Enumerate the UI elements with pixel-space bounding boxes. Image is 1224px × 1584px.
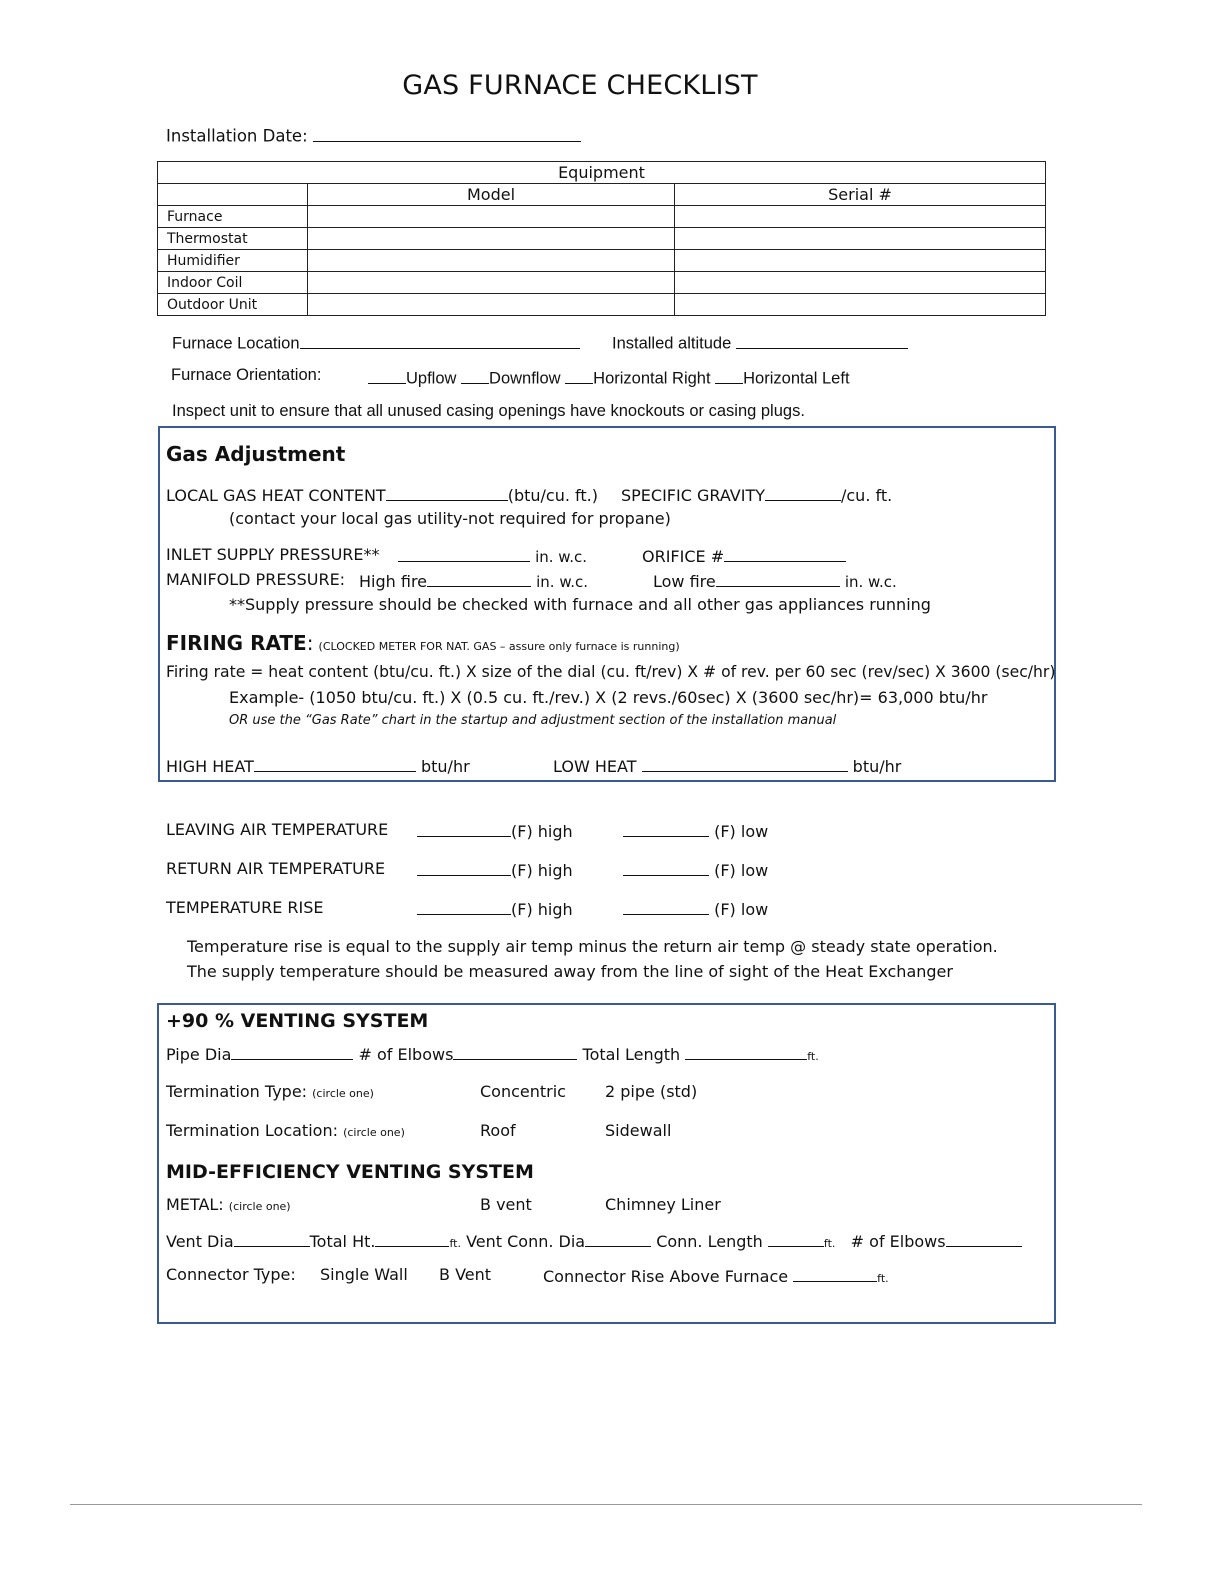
vent-dia-field[interactable] bbox=[234, 1230, 310, 1247]
total-ht-field[interactable] bbox=[375, 1230, 449, 1247]
row-label: Indoor Coil bbox=[158, 272, 308, 294]
total-ht-label: Total Ht. bbox=[309, 1232, 376, 1251]
option-b-vent[interactable]: B vent bbox=[480, 1195, 532, 1214]
temp-rise-high bbox=[417, 898, 573, 919]
inlet-supply-field[interactable] bbox=[398, 545, 530, 562]
metal-circle: (circle one) bbox=[228, 1200, 291, 1213]
connector-type-label: Connector Type: bbox=[166, 1265, 296, 1284]
firing-rate-colon: : bbox=[306, 631, 314, 655]
firing-rate-example: Example- (1050 btu/cu. ft.) X (0.5 cu. ft./rev.) X (2 revs./60sec) X (3600 sec/hr)= 63,000 btu/hr bbox=[229, 688, 988, 707]
installed-altitude-field[interactable] bbox=[736, 331, 908, 349]
return-high-unit: (F) high bbox=[511, 861, 573, 880]
horizontal-right-label: Horizontal Right bbox=[593, 369, 711, 388]
low-fire-field[interactable] bbox=[716, 570, 840, 587]
rise-low-unit: (F) low bbox=[714, 900, 769, 919]
footer-divider bbox=[70, 1504, 1142, 1505]
furnace-location-field[interactable] bbox=[300, 331, 580, 349]
metal-label: METAL: bbox=[166, 1195, 224, 1214]
return-low-unit: (F) low bbox=[714, 861, 769, 880]
total-length-field[interactable] bbox=[685, 1043, 807, 1060]
return-high-field[interactable] bbox=[417, 859, 511, 876]
firing-rate-note: (CLOCKED METER FOR NAT. GAS – assure only furnace is running) bbox=[318, 640, 680, 653]
leaving-air-low bbox=[623, 820, 768, 841]
termination-location-label: Termination Location: bbox=[166, 1121, 338, 1140]
temp-rise-low bbox=[623, 898, 768, 919]
page-title: GAS FURNACE CHECKLIST bbox=[402, 70, 758, 101]
orifice-row bbox=[642, 545, 846, 566]
equipment-header: Equipment bbox=[158, 162, 1046, 184]
high-heat-label: HIGH HEAT bbox=[166, 757, 254, 776]
num-elbows-field[interactable] bbox=[453, 1043, 577, 1060]
temp-rise-label: TEMPERATURE RISE bbox=[166, 898, 324, 917]
specific-gravity-field[interactable] bbox=[765, 484, 841, 501]
installed-altitude-label: Installed altitude bbox=[612, 334, 732, 353]
conn-length-field[interactable] bbox=[768, 1230, 824, 1247]
furnace-location-row bbox=[172, 331, 580, 354]
gas-rate-chart-note: OR use the “Gas Rate” chart in the startup and adjustment section of the installation manual bbox=[229, 713, 837, 728]
elbows-field[interactable] bbox=[946, 1230, 1022, 1247]
low-heat-unit: btu/hr bbox=[852, 757, 902, 776]
connector-rise-field[interactable] bbox=[793, 1265, 877, 1282]
installation-date-label: Installation Date: bbox=[166, 126, 308, 146]
table-row bbox=[158, 250, 1046, 272]
table-row bbox=[158, 294, 1046, 316]
firing-rate-formula: Firing rate = heat content (btu/cu. ft.) X size of the dial (cu. ft/rev) X # of rev. per 60 sec (rev/sec) X 3600 (sec/hr) bbox=[166, 663, 1056, 681]
model-cell[interactable] bbox=[308, 206, 675, 228]
total-length-label: Total Length bbox=[582, 1045, 681, 1064]
low-heat-row bbox=[553, 755, 901, 776]
pipe-dia-label: Pipe Dia bbox=[166, 1045, 232, 1064]
horizontal-right-check[interactable] bbox=[565, 366, 593, 384]
termination-type-label: Termination Type: bbox=[166, 1082, 308, 1101]
leaving-air-high bbox=[417, 820, 573, 841]
firing-rate-heading: FIRING RATE bbox=[166, 631, 307, 655]
model-cell[interactable] bbox=[308, 294, 675, 316]
specific-gravity-unit: /cu. ft. bbox=[840, 486, 893, 505]
temp-rise-note-2: The supply temperature should be measured away from the line of sight of the Heat Exchanger bbox=[187, 962, 953, 981]
conn-length-label: Conn. Length bbox=[656, 1232, 763, 1251]
inlet-supply-label: INLET SUPPLY PRESSURE** bbox=[166, 545, 380, 564]
termination-location-circle: (circle one) bbox=[343, 1126, 405, 1139]
orifice-field[interactable] bbox=[724, 545, 846, 562]
manifold-label: MANIFOLD PRESSURE: bbox=[166, 570, 346, 589]
leaving-low-unit: (F) low bbox=[714, 822, 769, 841]
high-heat-unit: btu/hr bbox=[420, 757, 470, 776]
serial-cell[interactable] bbox=[675, 294, 1046, 316]
upflow-check[interactable] bbox=[368, 366, 406, 384]
serial-cell[interactable] bbox=[675, 272, 1046, 294]
option-roof[interactable]: Roof bbox=[480, 1121, 516, 1140]
return-air-low bbox=[623, 859, 768, 880]
leaving-high-field[interactable] bbox=[417, 820, 511, 837]
low-fire-label: Low fire bbox=[653, 572, 716, 591]
return-air-high bbox=[417, 859, 573, 880]
upflow-label: Upflow bbox=[406, 369, 457, 388]
inlet-supply-unit: in. w.c. bbox=[535, 548, 587, 566]
orientation-label: Furnace Orientation: bbox=[171, 366, 322, 384]
high-heat-field[interactable] bbox=[254, 755, 416, 772]
row-label: Furnace bbox=[158, 206, 308, 228]
inspect-note: Inspect unit to ensure that all unused casing openings have knockouts or casing plugs. bbox=[172, 402, 805, 420]
orifice-label: ORIFICE # bbox=[642, 547, 725, 566]
low-heat-field[interactable] bbox=[642, 755, 848, 772]
elbows-label: # of Elbows bbox=[850, 1232, 946, 1251]
low-fire-unit: in. w.c. bbox=[844, 573, 897, 591]
row-label: Thermostat bbox=[158, 228, 308, 250]
rise-high-unit: (F) high bbox=[511, 900, 573, 919]
termination-type-circle: (circle one) bbox=[312, 1087, 374, 1100]
return-air-label: RETURN AIR TEMPERATURE bbox=[166, 859, 386, 878]
conn-length-unit: ft. bbox=[823, 1237, 836, 1250]
firing-rate-row bbox=[166, 631, 680, 655]
rise-low-field[interactable] bbox=[623, 898, 709, 915]
high-fire-unit: in. w.c. bbox=[536, 573, 588, 591]
installation-date-field[interactable] bbox=[313, 124, 581, 142]
col-serial: Serial # bbox=[675, 184, 1046, 206]
high-fire-label: High fire bbox=[359, 572, 428, 591]
serial-cell[interactable] bbox=[675, 206, 1046, 228]
altitude-row bbox=[612, 331, 908, 354]
option-sidewall[interactable]: Sidewall bbox=[605, 1121, 672, 1140]
supply-pressure-note: **Supply pressure should be checked with furnace and all other gas appliances running bbox=[229, 595, 931, 614]
local-gas-label: LOCAL GAS HEAT CONTENT bbox=[166, 486, 386, 505]
table-row bbox=[158, 272, 1046, 294]
termination-location-row bbox=[166, 1121, 405, 1140]
specific-gravity-row bbox=[621, 484, 892, 505]
row-label: Outdoor Unit bbox=[158, 294, 308, 316]
downflow-check[interactable] bbox=[461, 366, 489, 384]
table-row bbox=[158, 228, 1046, 250]
total-length-unit: ft. bbox=[807, 1050, 819, 1063]
num-elbows-label: # of Elbows bbox=[358, 1045, 454, 1064]
table-row bbox=[158, 206, 1046, 228]
contact-note: (contact your local gas utility-not required for propane) bbox=[229, 509, 671, 528]
col-model: Model bbox=[308, 184, 675, 206]
horizontal-left-check[interactable] bbox=[715, 366, 743, 384]
high-fire-row bbox=[359, 570, 588, 591]
option-two-pipe[interactable]: 2 pipe (std) bbox=[605, 1082, 698, 1101]
pipe-dia-row bbox=[166, 1043, 819, 1064]
pipe-dia-field[interactable] bbox=[231, 1043, 353, 1060]
local-gas-unit: (btu/cu. ft.) bbox=[507, 486, 598, 505]
leaving-air-label: LEAVING AIR TEMPERATURE bbox=[166, 820, 389, 839]
gas-adjustment-heading: Gas Adjustment bbox=[166, 442, 346, 466]
row-label: Humidifier bbox=[158, 250, 308, 272]
low-fire-row bbox=[653, 570, 897, 591]
option-concentric[interactable]: Concentric bbox=[480, 1082, 566, 1101]
installation-date-row bbox=[166, 124, 581, 146]
horizontal-left-label: Horizontal Left bbox=[743, 369, 850, 388]
connector-rise-label: Connector Rise Above Furnace bbox=[543, 1267, 789, 1286]
connector-rise-unit: ft. bbox=[877, 1272, 889, 1285]
option-b-vent-connector[interactable]: B Vent bbox=[439, 1265, 492, 1284]
vent-conn-dia-label: Vent Conn. Dia bbox=[466, 1232, 586, 1251]
local-gas-row bbox=[166, 484, 598, 505]
total-ht-unit: ft. bbox=[449, 1237, 461, 1250]
equipment-corner bbox=[158, 184, 308, 206]
low-heat-label: LOW HEAT bbox=[553, 757, 637, 776]
serial-cell[interactable] bbox=[675, 250, 1046, 272]
downflow-label: Downflow bbox=[489, 369, 561, 388]
connector-rise-row bbox=[543, 1265, 889, 1286]
vent-conn-dia-field[interactable] bbox=[585, 1230, 651, 1247]
equipment-table bbox=[157, 161, 1046, 316]
vent-dimensions-row bbox=[166, 1230, 1022, 1251]
inlet-supply-row bbox=[398, 545, 587, 566]
option-single-wall[interactable]: Single Wall bbox=[320, 1265, 408, 1284]
specific-gravity-label: SPECIFIC GRAVITY bbox=[621, 486, 765, 505]
model-cell[interactable] bbox=[308, 250, 675, 272]
high-fire-field[interactable] bbox=[427, 570, 531, 587]
leaving-high-unit: (F) high bbox=[511, 822, 573, 841]
termination-type-row bbox=[166, 1082, 374, 1101]
temp-rise-note-1: Temperature rise is equal to the supply air temp minus the return air temp @ steady state operation. bbox=[187, 937, 998, 956]
model-cell[interactable] bbox=[308, 228, 675, 250]
metal-row bbox=[166, 1195, 291, 1214]
orientation-options bbox=[368, 366, 850, 389]
leaving-low-field[interactable] bbox=[623, 820, 709, 837]
mid-efficiency-heading: MID-EFFICIENCY VENTING SYSTEM bbox=[166, 1161, 534, 1183]
venting-heading: +90 % VENTING SYSTEM bbox=[166, 1010, 429, 1032]
return-low-field[interactable] bbox=[623, 859, 709, 876]
high-heat-row bbox=[166, 755, 470, 776]
rise-high-field[interactable] bbox=[417, 898, 511, 915]
serial-cell[interactable] bbox=[675, 228, 1046, 250]
vent-dia-label: Vent Dia bbox=[166, 1232, 234, 1251]
furnace-location-label: Furnace Location bbox=[172, 334, 300, 353]
option-chimney-liner[interactable]: Chimney Liner bbox=[605, 1195, 721, 1214]
local-gas-field[interactable] bbox=[386, 484, 508, 501]
model-cell[interactable] bbox=[308, 272, 675, 294]
